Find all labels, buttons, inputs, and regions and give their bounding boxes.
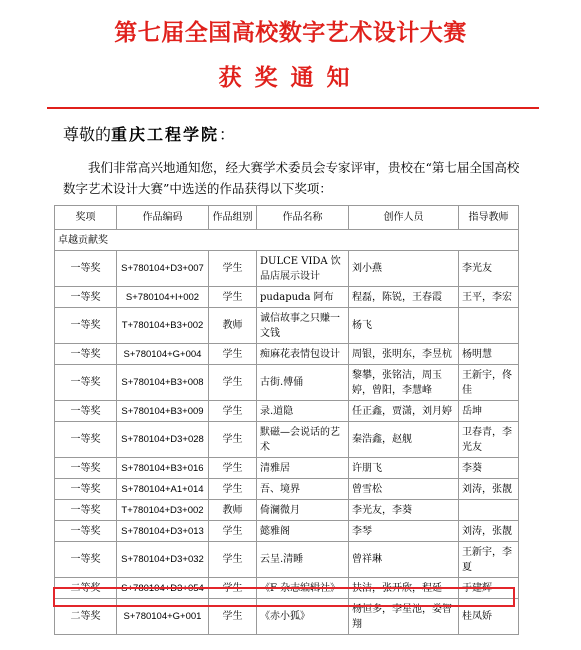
creators-cell: 黎攀，张铭洁，周玉婷，曾阳，李慧峰	[349, 365, 459, 401]
advisor-cell: 刘涛，张靓	[459, 521, 519, 542]
title-cell: 《F 杂志编辑社》	[257, 578, 349, 599]
header-group: 作品组别	[209, 206, 257, 230]
header-title: 作品名称	[257, 206, 349, 230]
table-row	[55, 500, 519, 521]
title-cell: 录.道隐	[257, 401, 349, 422]
title-cell: pudapuda 阿布	[257, 287, 349, 308]
table-row	[55, 542, 519, 578]
title-cell: 诚信故事之只赚一文钱	[257, 308, 349, 344]
group-cell: 学生	[209, 578, 257, 599]
table-row	[55, 422, 519, 458]
group-cell: 学生	[209, 521, 257, 542]
creators-cell: 周银，张明东，李昱杭	[349, 344, 459, 365]
table-row	[55, 578, 519, 599]
creators-cell: 许朋飞	[349, 458, 459, 479]
advisor-cell	[459, 308, 519, 344]
table-row	[55, 365, 519, 401]
code-cell: S+780104+D3+054	[117, 578, 209, 599]
code-cell: S+780104+D3+028	[117, 422, 209, 458]
title-cell: 《赤小狐》	[257, 599, 349, 635]
table-row	[55, 287, 519, 308]
advisor-cell	[459, 500, 519, 521]
advisor-cell: 王新宇，李夏	[459, 542, 519, 578]
code-cell: S+780104+B3+016	[117, 458, 209, 479]
code-cell: S+780104+D3+032	[117, 542, 209, 578]
group-cell: 学生	[209, 344, 257, 365]
award-cell: 一等奖	[55, 365, 117, 401]
title-divider	[47, 107, 539, 109]
code-cell: S+780104+G+004	[117, 344, 209, 365]
title-cell: 倚澜微月	[257, 500, 349, 521]
title-cell: DULCE VIDA 饮品店展示设计	[257, 251, 349, 287]
document-subtitle: 获奖通知	[218, 64, 363, 91]
award-cell: 一等奖	[55, 458, 117, 479]
table-row	[55, 458, 519, 479]
table-row	[55, 308, 519, 344]
creators-cell: 任正鑫，贾潇，刘月婷	[349, 401, 459, 422]
award-cell: 一等奖	[55, 542, 117, 578]
award-cell: 一等奖	[55, 308, 117, 344]
award-cell: 一等奖	[55, 422, 117, 458]
group-cell: 学生	[209, 599, 257, 635]
header-advisor: 指导教师	[459, 206, 519, 230]
award-cell: 一等奖	[55, 500, 117, 521]
code-cell: T+780104+D3+002	[117, 500, 209, 521]
creators-cell: 扶洁，张开欣，程延	[349, 578, 459, 599]
section-row	[55, 230, 519, 251]
creators-cell: 程磊，陈锐，王春霞	[349, 287, 459, 308]
document-title: 第七届全国高校数字艺术设计大赛	[114, 19, 467, 46]
creators-cell: 秦浩鑫，赵舰	[349, 422, 459, 458]
title-cell: 默磁—会说话的艺术	[257, 422, 349, 458]
code-cell: T+780104+B3+002	[117, 308, 209, 344]
advisor-cell: 岳坤	[459, 401, 519, 422]
creators-cell: 杨飞	[349, 308, 459, 344]
advisor-cell: 于建辉	[459, 578, 519, 599]
advisor-cell: 王新宇，佟佳	[459, 365, 519, 401]
advisor-cell: 桂凤娇	[459, 599, 519, 635]
header-code: 作品编码	[117, 206, 209, 230]
group-cell: 学生	[209, 251, 257, 287]
advisor-cell: 卫春青，李光友	[459, 422, 519, 458]
greeting-suffix: ：	[219, 125, 236, 144]
table-header-row	[55, 206, 519, 230]
title-cell: 痴麻花表情包设计	[257, 344, 349, 365]
group-cell: 学生	[209, 542, 257, 578]
code-cell: S+780104+G+001	[117, 599, 209, 635]
creators-cell: 刘小燕	[349, 251, 459, 287]
creators-cell: 李光友，李葵	[349, 500, 459, 521]
school-name: 重庆工程学院	[111, 125, 220, 144]
creators-cell: 杨恒多，李星池，娄智翔	[349, 599, 459, 635]
advisor-cell: 李光友	[459, 251, 519, 287]
advisor-cell: 王平，李宏	[459, 287, 519, 308]
section-label: 卓越贡献奖	[55, 230, 519, 251]
title-cell: 懿雅阁	[257, 521, 349, 542]
code-cell: S+780104+D3+007	[117, 251, 209, 287]
header-award: 奖项	[55, 206, 117, 230]
title-cell: 云呈.清睡	[257, 542, 349, 578]
creators-cell: 李琴	[349, 521, 459, 542]
code-cell: S+780104+I+002	[117, 287, 209, 308]
greeting-prefix: 尊敬的	[63, 125, 112, 144]
code-cell: S+780104+D3+013	[117, 521, 209, 542]
table-row	[55, 251, 519, 287]
table-row	[55, 521, 519, 542]
table-row	[55, 344, 519, 365]
group-cell: 学生	[209, 458, 257, 479]
award-cell: 一等奖	[55, 401, 117, 422]
group-cell: 学生	[209, 401, 257, 422]
code-cell: S+780104+B3+008	[117, 365, 209, 401]
award-cell: 二等奖	[55, 599, 117, 635]
group-cell: 学生	[209, 422, 257, 458]
table-row	[55, 401, 519, 422]
award-cell: 一等奖	[55, 521, 117, 542]
group-cell: 教师	[209, 308, 257, 344]
table-row	[55, 479, 519, 500]
code-cell: S+780104+A1+014	[117, 479, 209, 500]
award-cell: 一等奖	[55, 287, 117, 308]
award-cell: 一等奖	[55, 251, 117, 287]
award-cell: 二等奖	[55, 578, 117, 599]
title-cell: 清雅居	[257, 458, 349, 479]
group-cell: 学生	[209, 479, 257, 500]
advisor-cell: 杨明慧	[459, 344, 519, 365]
title-cell: 古街.傅俑	[257, 365, 349, 401]
creators-cell: 曾祥琳	[349, 542, 459, 578]
award-cell: 一等奖	[55, 479, 117, 500]
creators-cell: 曾雪松	[349, 479, 459, 500]
table-row	[55, 599, 519, 635]
group-cell: 学生	[209, 287, 257, 308]
group-cell: 教师	[209, 500, 257, 521]
header-creators: 创作人员	[349, 206, 459, 230]
advisor-cell: 李葵	[459, 458, 519, 479]
awards-table	[54, 205, 519, 635]
group-cell: 学生	[209, 365, 257, 401]
greeting	[63, 122, 235, 145]
award-cell: 一等奖	[55, 344, 117, 365]
title-cell: 吾、境界	[257, 479, 349, 500]
advisor-cell: 刘涛，张靓	[459, 479, 519, 500]
intro-paragraph: 我们非常高兴地通知您，经大赛学术委员会专家评审，贵校在“第七届全国高校数字艺术设计大赛”中选送的作品获得以下奖项：	[63, 160, 520, 196]
code-cell: S+780104+B3+009	[117, 401, 209, 422]
